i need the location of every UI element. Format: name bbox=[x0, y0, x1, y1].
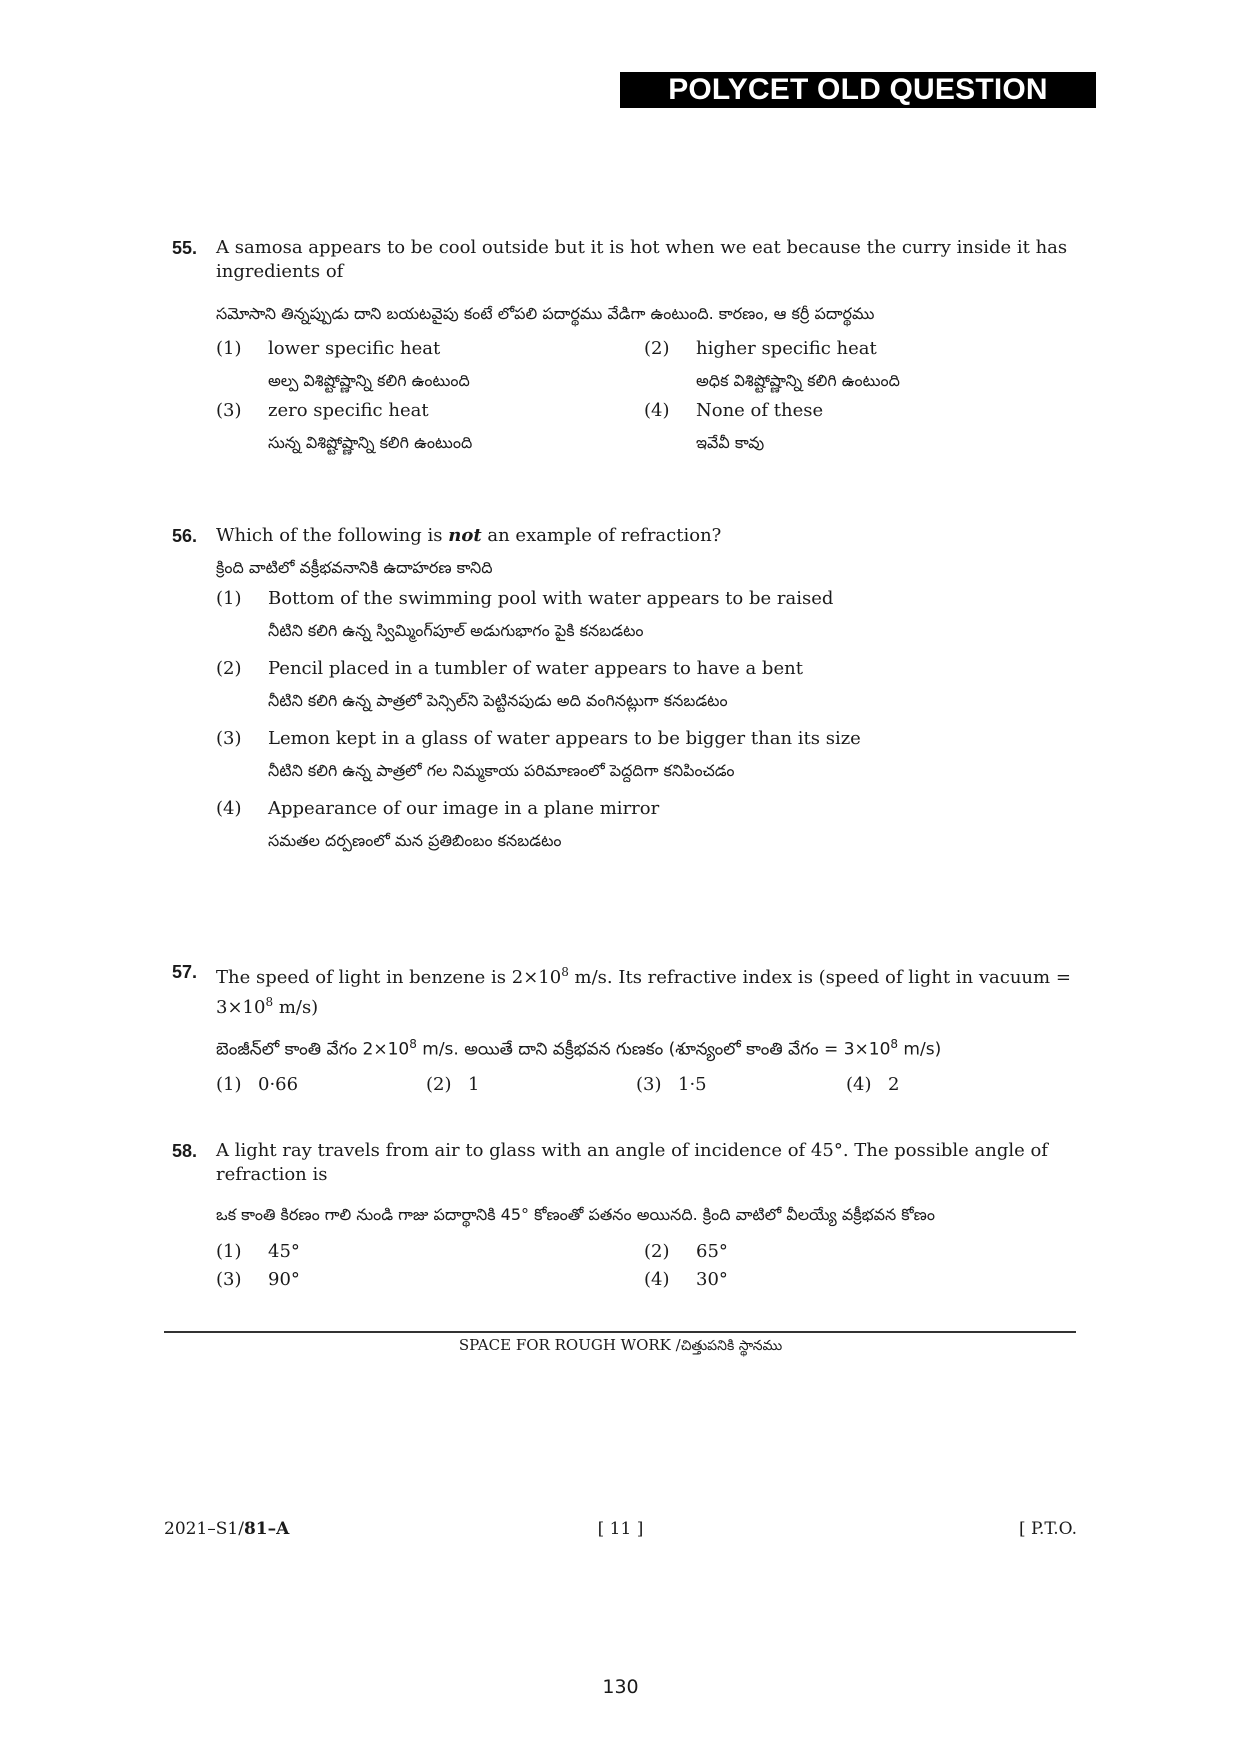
option-text: Appearance of our image in a plane mirror bbox=[268, 798, 660, 819]
question-58 bbox=[172, 1139, 1076, 1293]
question-number: 55. bbox=[172, 238, 198, 258]
question-text-telugu: బెంజీన్‌లో కాంతి వేగం $2\times 10^8$ m/s. అయితే దాని వక్రీభవన గుణకం (శూన్యంలో కాంతి వేగం = $3\times 10^8$ m/s) bbox=[216, 1037, 942, 1060]
option-2: (2) 65° bbox=[644, 1239, 1076, 1265]
option-text-telugu: అధిక విశిష్టోష్ణాన్ని కలిగి ఉంటుంది bbox=[696, 371, 900, 390]
option-value: 65° bbox=[696, 1241, 728, 1262]
question-text: The speed of light in benzene is $2\times 10^8$ m/s. Its refractive index is (speed of light in vacuum = $3\times 10^8$ m/s) bbox=[216, 965, 1071, 1018]
option-value: 90° bbox=[268, 1269, 300, 1290]
question-text: A samosa appears to be cool outside but it is hot when we eat because the curry inside it has ingredients of bbox=[216, 237, 1068, 282]
option-3: (3) 1·5 bbox=[636, 1072, 846, 1098]
question-text-telugu: సమోసాని తిన్నప్పుడు దాని బయటవైపు కంటే లోపలి పదార్థము వేడిగా ఉంటుంది. కారణం, ఆ కర్రీ పదార్థము bbox=[216, 304, 875, 323]
option-2: (2) higher specific heat అధిక విశిష్టోష్ణాన్ని కలిగి ఉంటుంది bbox=[644, 336, 1076, 394]
option-text: Pencil placed in a tumbler of water appears to have a bent bbox=[268, 658, 803, 679]
question-text: A light ray travels from air to glass with an angle of incidence of 45°. The possible angle of refraction is bbox=[216, 1140, 1048, 1185]
option-1: (1) 45° bbox=[216, 1239, 644, 1265]
option-text-telugu: నీటిని కలిగి ఉన్న పాత్రలో గల నిమ్మకాయ పరిమాణంలో పెద్దదిగా కనిపించడం bbox=[268, 761, 735, 780]
option-3: (3) zero specific heat సున్న విశిష్టోష్ణాన్ని కలిగి ఉంటుంది bbox=[216, 398, 644, 456]
option-text: lower specific heat bbox=[268, 338, 441, 359]
page-number: 130 bbox=[602, 1676, 639, 1698]
question-text: Which of the following is not an example of refraction? bbox=[216, 525, 722, 546]
option-value: 45° bbox=[268, 1241, 300, 1262]
option-3: (3) Lemon kept in a glass of water appears to be bigger than its size నీటిని కలిగి ఉన్న పాత్రలో గల నిమ్మకాయ పరిమాణంలో పెద్దదిగా కనిపించడం bbox=[172, 726, 1076, 784]
option-1: (1) lower specific heat అల్ప విశిష్టోష్ణాన్ని కలిగి ఉంటుంది bbox=[216, 336, 644, 394]
option-text-telugu: అల్ప విశిష్టోష్ణాన్ని కలిగి ఉంటుంది bbox=[268, 371, 470, 390]
option-1: (1) 0·66 bbox=[216, 1072, 426, 1098]
question-number: 56. bbox=[172, 526, 198, 546]
option-4: (4) None of these ఇవేవీ కావు bbox=[644, 398, 1076, 456]
option-3: (3) 90° bbox=[216, 1267, 644, 1293]
question-56 bbox=[172, 524, 1076, 866]
option-value: 1 bbox=[468, 1073, 480, 1095]
option-value: 0·66 bbox=[258, 1073, 299, 1095]
option-text-telugu: నీటిని కలిగి ఉన్న పాత్రలో పెన్సిల్‌ని పెట్టినపుడు అది వంగినట్లుగా కనబడటం bbox=[268, 691, 728, 710]
option-2: (2) 1 bbox=[426, 1072, 636, 1098]
header-banner: POLYCET OLD QUESTION PAPER bbox=[620, 72, 1096, 108]
option-text: Lemon kept in a glass of water appears to be bigger than its size bbox=[268, 728, 861, 749]
option-text: None of these bbox=[696, 400, 824, 421]
option-2: (2) Pencil placed in a tumbler of water appears to have a bent నీటిని కలిగి ఉన్న పాత్రలో పెన్సిల్‌ని పెట్టినపుడు అది వంగినట్లుగా కనబడటం bbox=[172, 656, 1076, 714]
question-text-telugu: క్రింది వాటిలో వక్రీభవనానికి ఉదాహరణ కానిది bbox=[216, 558, 493, 577]
option-text-telugu: సున్న విశిష్టోష్ణాన్ని కలిగి ఉంటుంది bbox=[268, 433, 473, 452]
option-value: 1·5 bbox=[678, 1073, 707, 1095]
question-57 bbox=[172, 960, 1076, 1098]
rough-work-label: SPACE FOR ROUGH WORK /చిత్తుపనికి స్థానము bbox=[458, 1336, 783, 1354]
paper-code: 2021–S1/81–A bbox=[164, 1519, 290, 1539]
option-text: zero specific heat bbox=[268, 400, 429, 421]
option-text: Bottom of the swimming pool with water appears to be raised bbox=[268, 588, 834, 609]
page-label: [ 11 ] bbox=[597, 1519, 644, 1539]
question-55 bbox=[172, 236, 1076, 456]
option-1: (1) Bottom of the swimming pool with water appears to be raised నీటిని కలిగి ఉన్న స్విమ్మింగ్‌పూల్ అడుగుభాగం పైకి కనబడటం bbox=[172, 586, 1076, 644]
option-4: (4) 30° bbox=[644, 1267, 1076, 1293]
option-text-telugu: నీటిని కలిగి ఉన్న స్విమ్మింగ్‌పూల్ అడుగుభాగం పైకి కనబడటం bbox=[268, 621, 644, 640]
option-text-telugu: ఇవేవీ కావు bbox=[696, 433, 765, 452]
divider-line bbox=[164, 1331, 1076, 1333]
option-value: 30° bbox=[696, 1269, 728, 1290]
question-number: 58. bbox=[172, 1141, 198, 1161]
question-number: 57. bbox=[172, 962, 198, 982]
option-text: higher specific heat bbox=[696, 338, 877, 359]
pto-label: [ P.T.O. bbox=[1018, 1519, 1077, 1539]
question-text-telugu: ఒక కాంతి కిరణం గాలి నుండి గాజు పదార్థానికి 45° కోణంతో పతనం అయినది. క్రింది వాటిలో వీలయ్యే వక్రీభవన కోణం bbox=[216, 1205, 935, 1224]
option-4: (4) Appearance of our image in a plane mirror సమతల దర్పణంలో మన ప్రతిబింబం కనబడటం bbox=[172, 796, 1076, 854]
option-4: (4) 2 bbox=[846, 1072, 1076, 1098]
option-value: 2 bbox=[888, 1073, 900, 1095]
option-text-telugu: సమతల దర్పణంలో మన ప్రతిబింబం కనబడటం bbox=[268, 831, 562, 850]
